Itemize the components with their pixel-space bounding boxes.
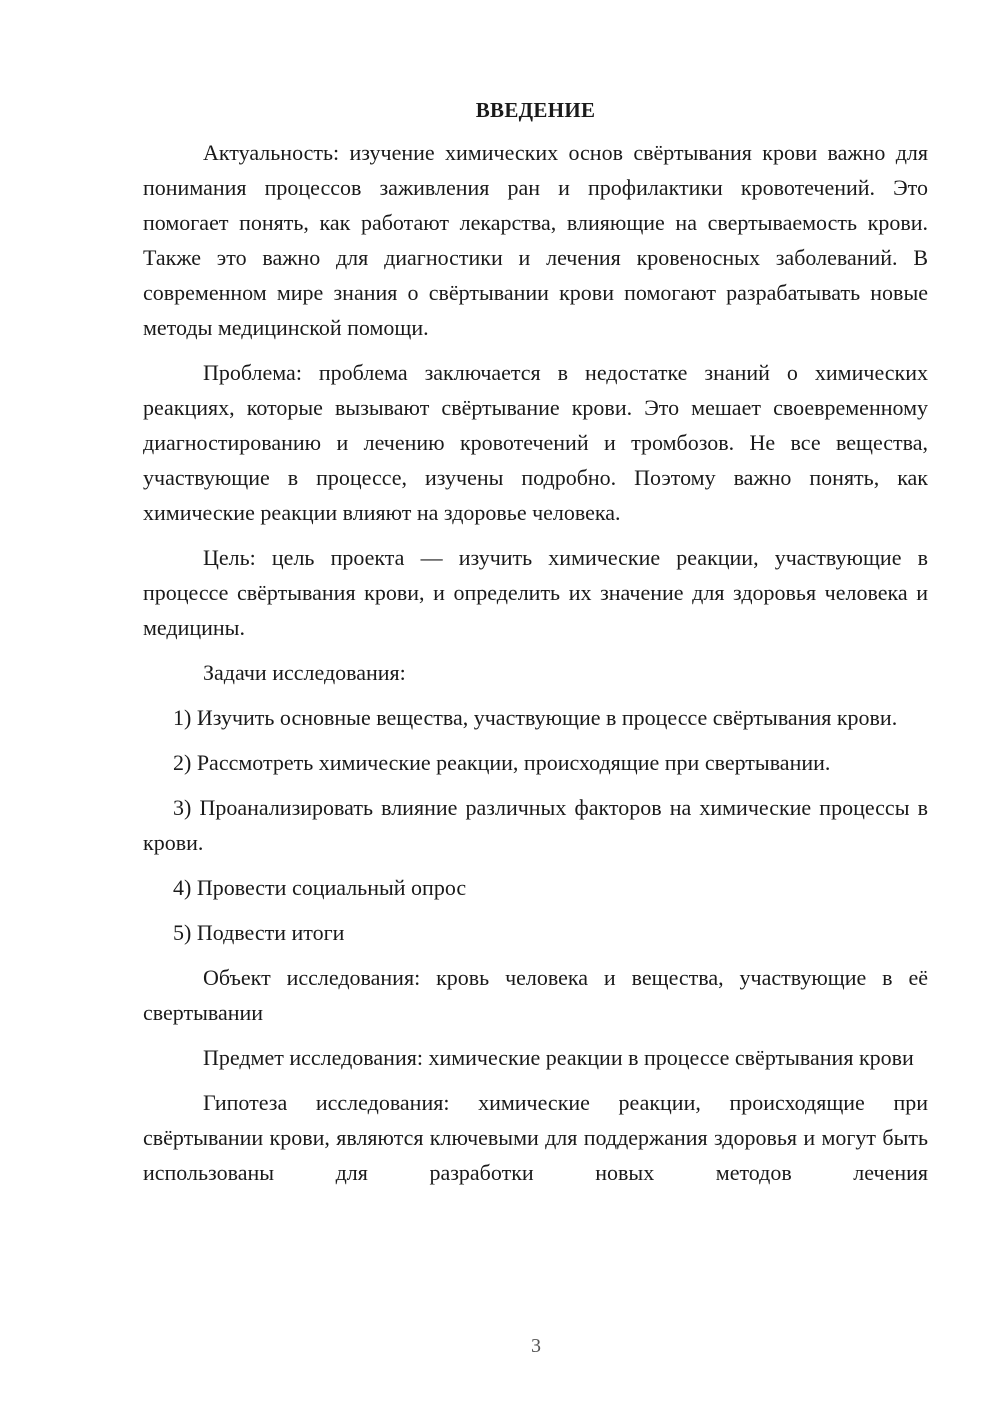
subject-paragraph: Предмет исследования: химические реакции в процессе свёртывания крови xyxy=(203,1045,914,1070)
task-item: 3) Проанализировать влияние различных факторов на химические процессы в крови. xyxy=(143,795,928,855)
task-item: 2) Рассмотреть химические реакции, происходящие при свертывании. xyxy=(173,750,831,775)
page-number: 3 xyxy=(531,1335,541,1357)
task-item: 1) Изучить основные вещества, участвующие в процессе свёртывания крови. xyxy=(173,705,898,730)
task-item: 4) Провести социальный опрос xyxy=(173,875,467,900)
hypothesis-paragraph: Гипотеза исследования: химические реакции, происходящие при свёртывании крови, являются ключевыми для поддержания здоровья и могут быть использованы для разработки новых методов лечения xyxy=(143,1090,928,1185)
tasks-heading: Задачи исследования: xyxy=(203,660,406,685)
task-item: 5) Подвести итоги xyxy=(173,920,345,945)
object-paragraph: Объект исследования: кровь человека и вещества, участвующие в её свертывании xyxy=(143,965,928,1025)
problem-paragraph: Проблема: проблема заключается в недостатке знаний о химических реакциях, которые вызывают свёртывание крови. Это мешает своевременному диагностированию и лечению кровотечений и тромбозов. Не все вещества, участвующие в процессе, изучены подробно. Поэтому важно понять, как химические реакции влияют на здоровье человека. xyxy=(143,360,928,525)
goal-paragraph: Цель: цель проекта — изучить химические реакции, участвующие в процессе свёртывания крови, и определить их значение для здоровья человека и медицины. xyxy=(143,545,928,640)
section-title: ВВЕДЕНИЕ xyxy=(475,98,596,122)
relevance-paragraph: Актуальность: изучение химических основ свёртывания крови важно для понимания процессов заживления ран и профилактики кровотечений. Это помогает понять, как работают лекарства, влияющие на свертываемость крови. Также это важно для диагностики и лечения кровеносных заболеваний. В современном мире знания о свёртывании крови помогают разрабатывать новые методы медицинской помощи. xyxy=(143,140,928,340)
page-content xyxy=(143,93,928,1190)
